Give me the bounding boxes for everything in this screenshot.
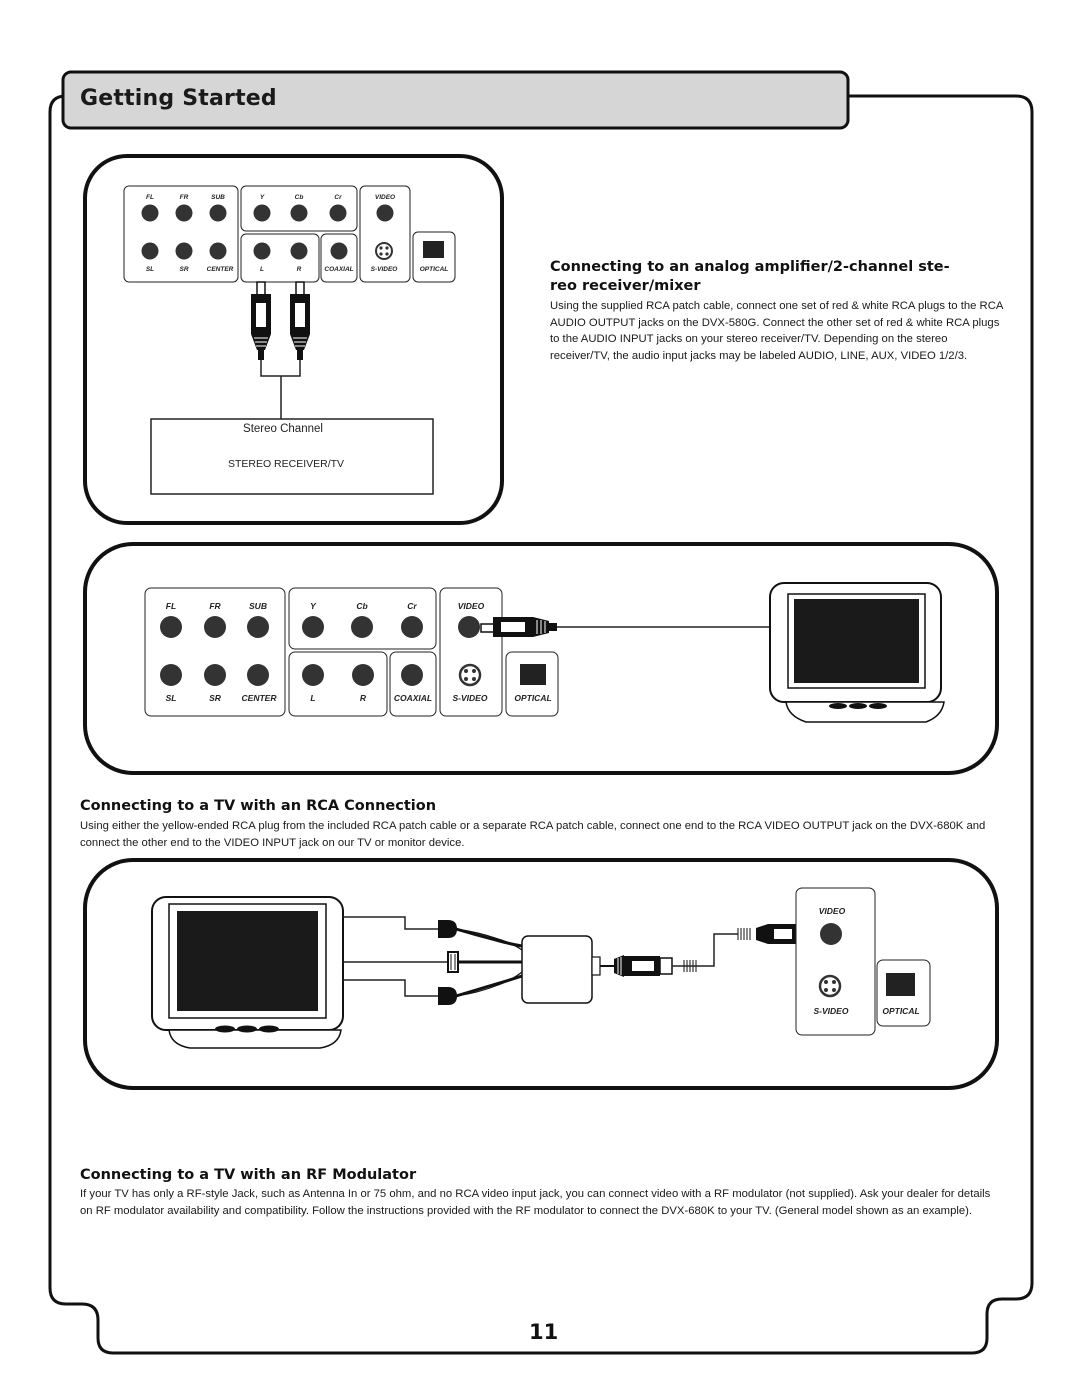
jack-label-sr: SR bbox=[179, 266, 189, 273]
rf-body: If your TV has only a RF-style Jack, such as Antenna In or 75 ohm, and no RCA video input jack, you can connect video with a RF modulator (not supplied). Ask your dealer for details on RF modulator availability and compatibility. Follow the instructions provided with the RF modulator to connect the DVX-680K to your TV. (General model shown as an example). bbox=[80, 1188, 991, 1217]
jack-label-fr: FR bbox=[209, 601, 221, 611]
jack-label-cr: Cr bbox=[407, 601, 417, 611]
section-title: Getting Started bbox=[80, 86, 277, 111]
jack-label-svideo: S-VIDEO bbox=[452, 693, 488, 703]
jack-label-fr: FR bbox=[179, 194, 189, 201]
rf-panel-optical-label: OPTICAL bbox=[882, 1006, 920, 1016]
jack-label-y: Y bbox=[310, 601, 316, 611]
jack-label-sr: SR bbox=[209, 693, 221, 703]
jack-label-sl: SL bbox=[165, 693, 177, 703]
analog-heading-line2: reo receiver/mixer bbox=[550, 278, 701, 294]
jack-label-optical: OPTICAL bbox=[514, 693, 552, 703]
jack-label-video: VIDEO bbox=[374, 194, 396, 201]
rca-heading: Connecting to a TV with an RCA Connection bbox=[80, 798, 437, 814]
jack-label-cr: Cr bbox=[334, 194, 342, 201]
jack-label-center: CENTER bbox=[241, 693, 277, 703]
rca-body: Using either the yellow-ended RCA plug from the included RCA patch cable or a separate RCA patch cable, connect one end to the RCA VIDEO OUTPUT jack on the DVX-680K and connect the other end to the VIDEO INPUT jack on our TV or monitor device. bbox=[80, 820, 986, 849]
jack-label-r: R bbox=[359, 693, 367, 703]
jack-label-fl: FL bbox=[146, 194, 154, 201]
diagram-rca-tv bbox=[85, 544, 997, 773]
diagram-rf-modulator bbox=[85, 860, 997, 1088]
page-number: 11 bbox=[529, 1320, 559, 1344]
jack-label-center: CENTER bbox=[206, 266, 234, 273]
analog-heading bbox=[550, 258, 1010, 296]
jack-label-l: L bbox=[260, 266, 264, 273]
receiver-box-line1: Stereo Channel bbox=[243, 423, 323, 435]
jack-label-sub: SUB bbox=[249, 601, 267, 611]
receiver-box-line2: STEREO RECEIVER/TV bbox=[227, 458, 345, 470]
jack-label-r: R bbox=[296, 266, 302, 273]
tv-rca bbox=[770, 583, 944, 722]
rf-panel-video-label: VIDEO bbox=[818, 906, 846, 916]
jack-label-coaxial: COAXIAL bbox=[324, 266, 354, 273]
analog-body: Using the supplied RCA patch cable, connect one set of red & white RCA plugs to the RCA AUDIO OUTPUT jacks on the DVX-580G. Connect the other set of red & white RCA plugs to the AUDIO INPUT jacks on your stereo receiver/TV. Depending on the stereo receiver/TV, the audio input jacks may be labeled AUDIO, LINE, AUX, VIDEO 1/2/3. bbox=[550, 300, 1003, 362]
tv-rf bbox=[152, 897, 343, 1048]
analog-heading-line1: Connecting to an analog amplifier/2-channel ste- bbox=[550, 259, 950, 275]
rf-heading: Connecting to a TV with an RF Modulator bbox=[80, 1167, 417, 1183]
jack-label-l: L bbox=[310, 693, 316, 703]
jack-label-svideo: S-VIDEO bbox=[370, 266, 398, 273]
jack-label-sl: SL bbox=[145, 266, 155, 273]
jack-label-cb: Cb bbox=[356, 601, 368, 611]
rf-panel-svideo-label: S-VIDEO bbox=[813, 1006, 849, 1016]
jack-label-cb: Cb bbox=[294, 194, 304, 201]
jack-label-coaxial: COAXIAL bbox=[393, 693, 433, 703]
jack-label-video: VIDEO bbox=[457, 601, 485, 611]
jack-label-optical: OPTICAL bbox=[419, 266, 449, 273]
jack-label-sub: SUB bbox=[211, 194, 225, 201]
jack-label-fl: FL bbox=[165, 601, 177, 611]
jack-label-y: Y bbox=[259, 194, 265, 201]
diagram-analog-receiver bbox=[85, 156, 502, 523]
